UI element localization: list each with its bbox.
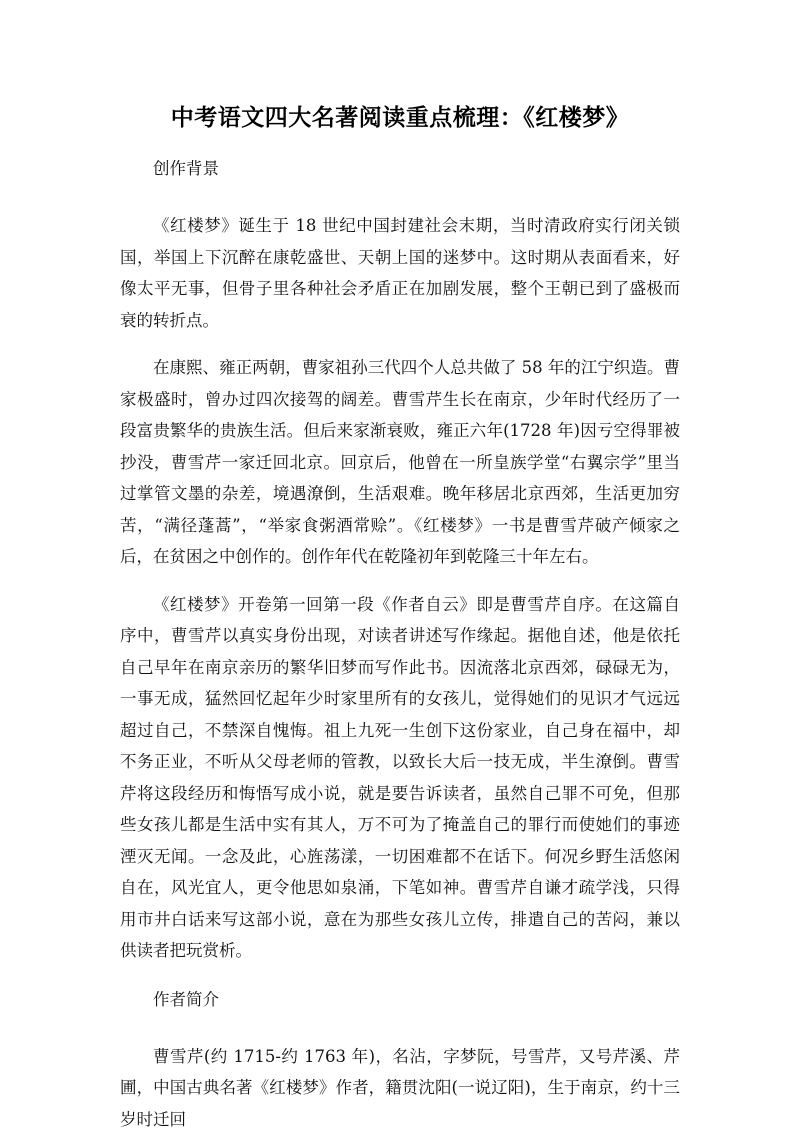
paragraph-background-1: 《红楼梦》诞生于 18 世纪中国封建社会末期，当时清政府实行闭关锁国，举国上下沉醉在康乾盛世、天朝上国的迷梦中。这时期从表面看来，好像太平无事，但骨子里各种社会矛盾正在加剧发展，整个王朝已到了盛极而衰的转折点。 <box>120 210 680 336</box>
section-heading-background: 创作背景 <box>120 152 680 186</box>
document-title: 中考语文四大名著阅读重点梳理：《红楼梦》 <box>120 98 680 138</box>
section-heading-author: 作者简介 <box>120 983 680 1017</box>
paragraph-background-2: 在康熙、雍正两朝，曹家祖孙三代四个人总共做了 58 年的江宁织造。曹家极盛时，曾办过四次接驾的阔差。曹雪芹生长在南京，少年时代经历了一段富贵繁华的贵族生活。但后来家渐衰败，雍正六年(1728 年)因亏空得罪被抄没，曹雪芹一家迁回北京。回京后，他曾在一所皇族学堂“右翼宗学”里当过掌管文墨的杂差，境遇潦倒，生活艰难。晚年移居北京西郊，生活更加穷苦，“满径蓬蒿”，“举家食粥酒常赊”。《红楼梦》一书是曹雪芹破产倾家之后，在贫困之中创作的。创作年代在乾隆初年到乾隆三十年左右。 <box>120 352 680 573</box>
paragraph-author-1: 曹雪芹(约 1715-约 1763 年)，名沾，字梦阮，号雪芹，又号芹溪、芹圃，中国古典名著《红楼梦》作者，籍贯沈阳(一说辽阳)，生于南京，约十三岁时迁回 <box>120 1041 680 1135</box>
paragraph-background-3: 《红楼梦》开卷第一回第一段《作者自云》即是曹雪芹自序。在这篇自序中，曹雪芹以真实身份出现，对读者讲述写作缘起。据他自述，他是依托自己早年在南京亲历的繁华旧梦而写作此书。因流落北京西郊，碌碌无为，一事无成，猛然回忆起年少时家里所有的女孩儿，觉得她们的见识才气远远超过自己，不禁深自愧悔。祖上九死一生创下这份家业，自己身在福中，却不务正业，不听从父母老师的管教，以致长大后一技无成，半生潦倒。曹雪芹将这段经历和悔悟写成小说，就是要告诉读者，虽然自己罪不可免，但那些女孩儿都是生活中实有其人，万不可为了掩盖自己的罪行而使她们的事迹湮灭无闻。一念及此，心旌荡漾，一切困难都不在话下。何况乡野生活悠闲自在，风光宜人，更令他思如泉涌，下笔如神。曹雪芹自谦才疏学浅，只得用市井白话来写这部小说，意在为那些女孩儿立传，排遣自己的苦闷，兼以供读者把玩赏析。 <box>120 589 680 967</box>
